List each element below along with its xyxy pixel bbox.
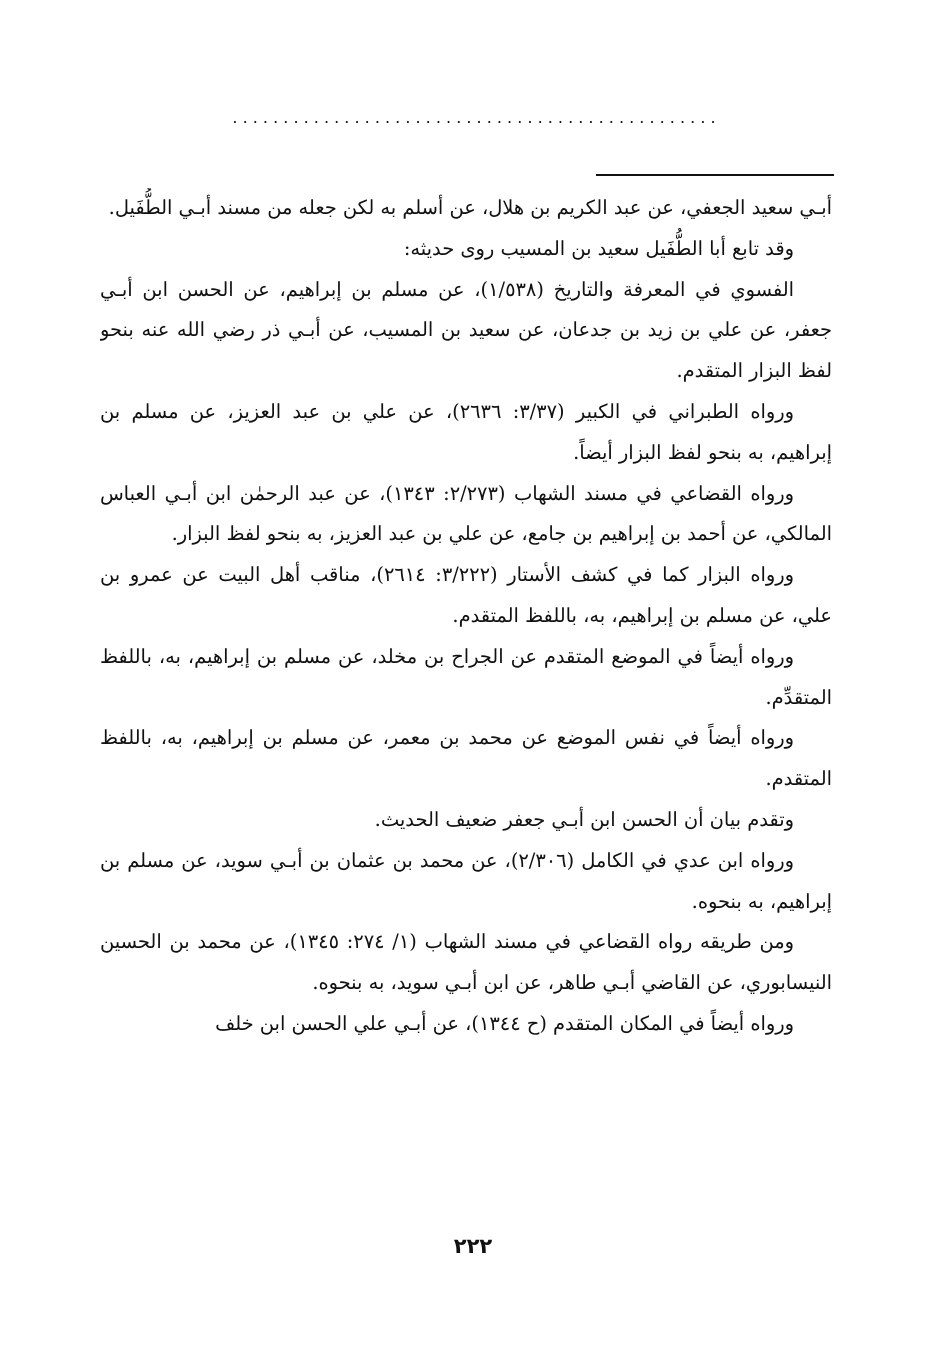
paragraph: أبـي سعيد الجعفي، عن عبد الكريم بن هلال، عن أسلم به لكن جعله من مسند أبـي الطُّفَيل. [108,196,832,219]
paragraph: ورواه البزار كما في كشف الأستار (٣/٢٢٢: ٢٦١٤)، مناقب أهل البيت عن عمرو بن علي، عن مسلم بن إبراهيم، به، باللفظ المتقدم. [100,563,832,627]
footnote-body [100,188,832,1223]
footnote-separator-rule [596,174,834,176]
paragraph: وتقدم بيان أن الحسن ابن أبـي جعفر ضعيف الحديث. [374,807,794,831]
header-dotted-line: . . . . . . . . . . . . . . . . . . . . . . . . . . . . . . . . . . . . . . . . . . . . . . . . [232,108,716,127]
page-number: ٢٢٢ [453,1234,493,1258]
paragraph: ومن طريقه رواه القضاعي في مسند الشهاب (١/ ٢٧٤: ١٣٤٥)، عن محمد بن الحسين النيسابوري، عن القاضي أبـي طاهر، عن ابن أبـي سويد، به بنحوه. [100,930,832,995]
paragraph: الفسوي في المعرفة والتاريخ (١/٥٣٨)، عن مسلم بن إبراهيم، عن الحسن ابن أبـي جعفر، عن علي بن زيد بن جدعان، عن سعيد بن المسيب، عن أبـي ذر رضي الله عنه بنحو لفظ البزار المتقدم. [100,277,832,383]
paragraph: ورواه ابن عدي في الكامل (٢/٣٠٦)، عن محمد بن عثمان بن أبـي سويد، عن مسلم بن إبراهيم، به بنحوه. [100,848,832,913]
paragraph: ورواه أيضاً في الموضع المتقدم عن الجراح بن مخلد، عن مسلم بن إبراهيم، به، باللفظ المتقدِّم. [100,644,832,709]
paragraph: ورواه أيضاً في المكان المتقدم (ح ١٣٤٤)، عن أبـي علي الحسن ابن خلف [215,1011,794,1035]
paragraph: ورواه أيضاً في نفس الموضع عن محمد بن معمر، عن مسلم بن إبراهيم، به، باللفظ المتقدم. [100,726,832,791]
paragraph: ورواه الطبراني في الكبير (٣/٣٧: ٢٦٣٦)، عن علي بن عبد العزيز، عن مسلم بن إبراهيم، به بنحو لفظ البزار أيضاً. [100,399,832,464]
paragraph: ورواه القضاعي في مسند الشهاب (٢/٢٧٣: ١٣٤٣)، عن عبد الرحمٰن ابن أبـي العباس المالكي، عن أحمد بن إبراهيم بن جامع، عن علي بن عبد العزيز، به بنحو لفظ البزار. [100,481,832,546]
paragraph: وقد تابع أبا الطُّفَيل سعيد بن المسيب روى حديثه: [403,236,794,260]
